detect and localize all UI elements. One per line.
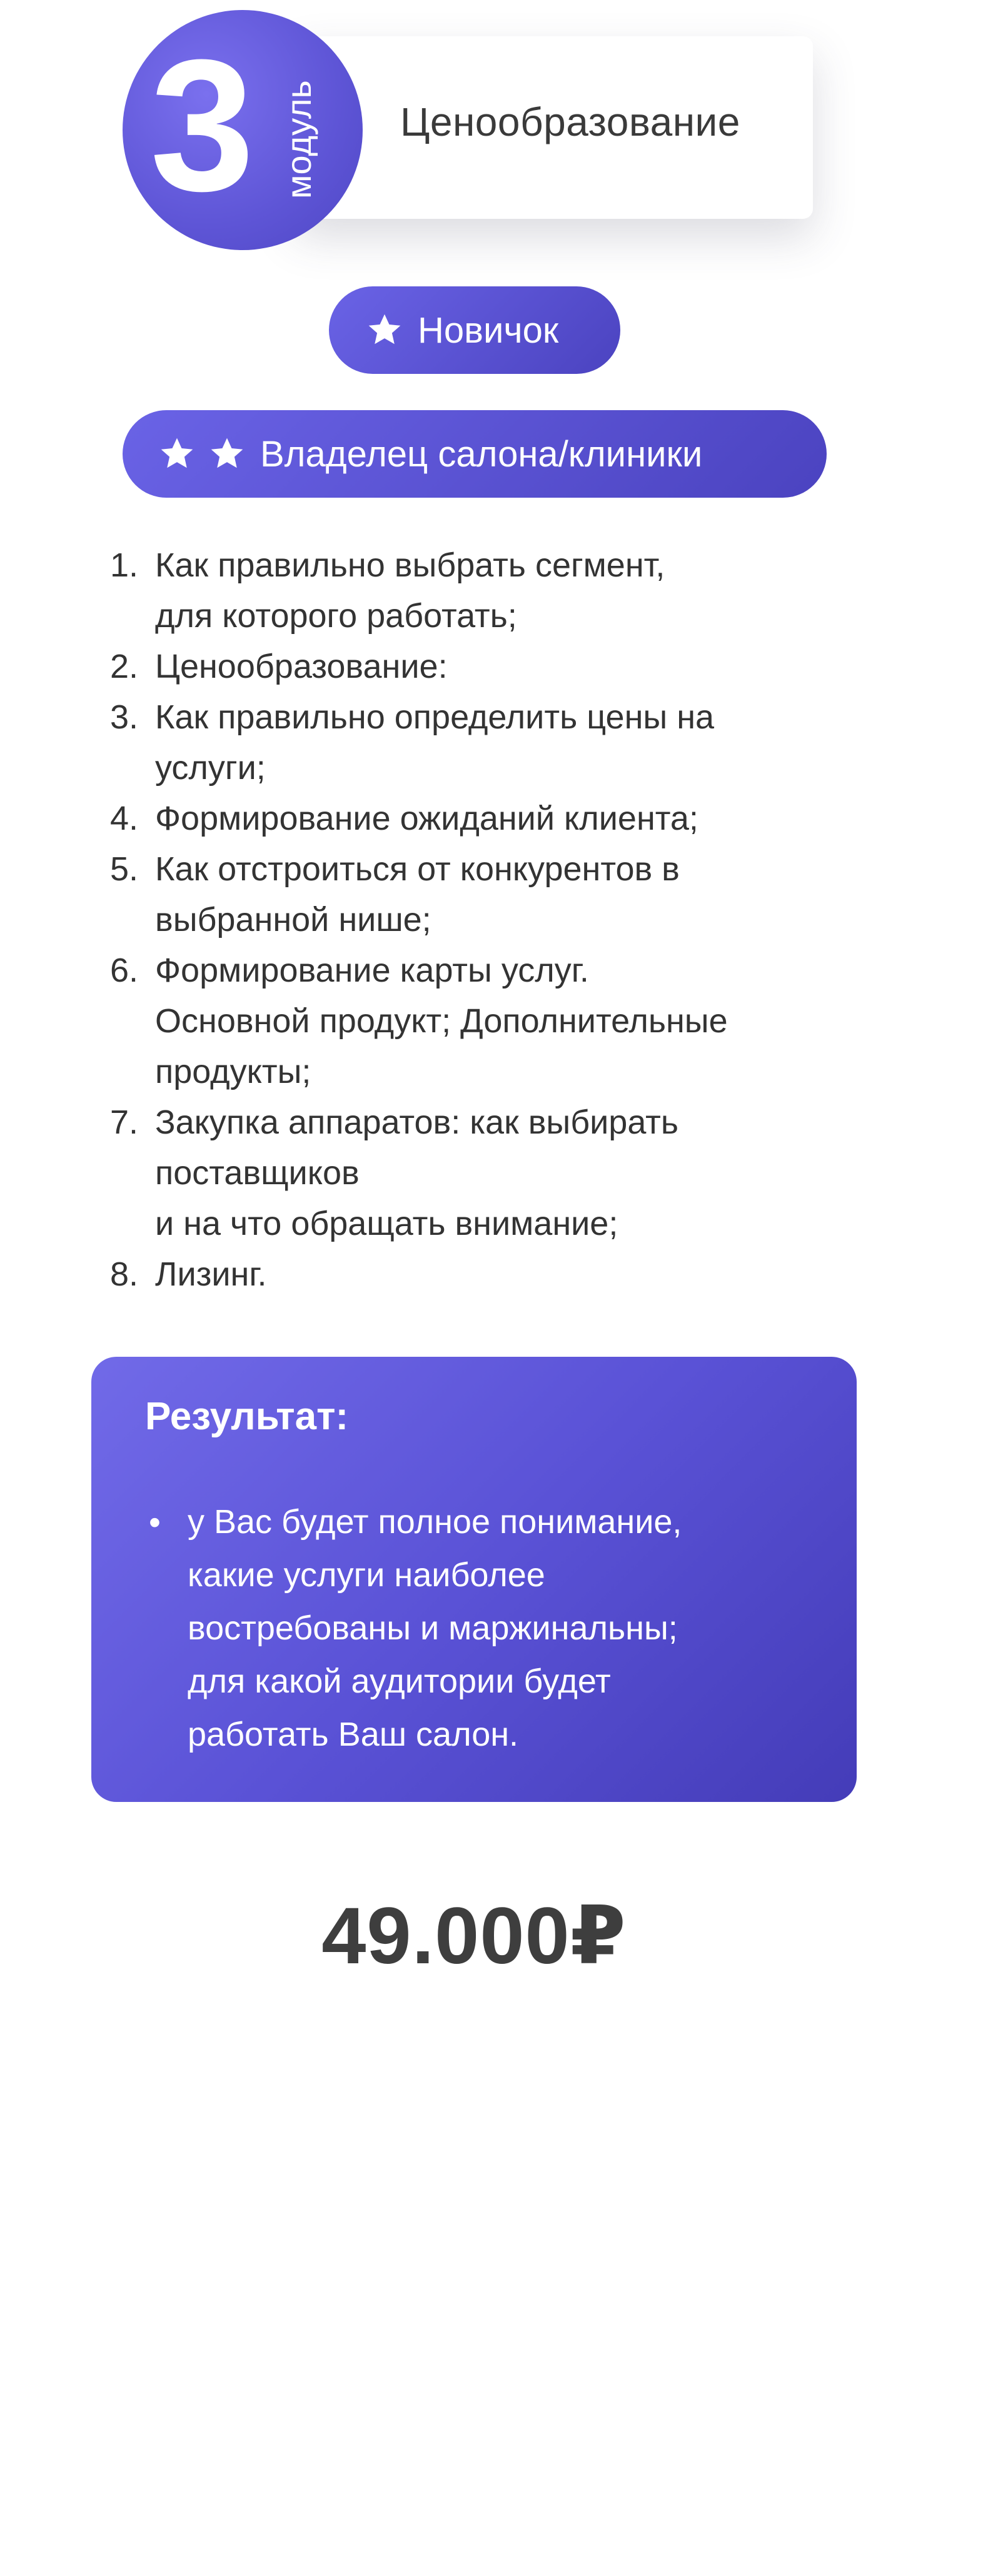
star-icon [208,435,246,473]
level-label: Владелец салона/клиники [260,433,703,475]
list-item [110,540,860,641]
list-item [110,641,860,692]
list-item-number: 1. [110,546,139,584]
list-item [110,844,860,945]
list-item-number: 5. [110,850,139,888]
list-item [110,1249,860,1300]
list-item [110,692,860,793]
result-card [91,1357,857,1802]
module-number: 3 [150,20,255,230]
level-label: Новичок [418,309,559,351]
list-item [110,945,860,1097]
result-title: Результат: [145,1395,349,1438]
program-list [110,540,860,1300]
star-icon [365,311,404,350]
list-item-number: 4. [110,800,139,837]
list-item-text: Как отстроиться от конкурентов в выбранной нише; [155,850,680,938]
list-item-number: 7. [110,1104,139,1141]
list-item-text: Как правильно выбрать сегмент, для которого работать; [155,546,665,635]
price: 49.000₽ [321,1891,627,1981]
star-icon [158,435,196,473]
module-word: модуль [279,80,318,199]
list-item-text: Как правильно определить цены на услуги; [155,698,715,787]
module-word-wrap [278,80,416,236]
list-item-number: 6. [110,952,139,989]
list-item-text: Лизинг. [155,1255,267,1293]
bullet-icon: • [149,1504,161,1541]
list-item-text: Закупка аппаратов: как выбирать поставщиков и на что обращать внимание; [155,1104,679,1242]
list-item-text: Формирование карты услуг. Основной продукт; Дополнительные продукты; [155,952,728,1090]
level-pill-novice [329,286,620,374]
list-item-text: Формирование ожиданий клиента; [155,800,698,837]
list-item-number: 2. [110,648,139,685]
list-item [110,793,860,844]
list-item-number: 8. [110,1255,139,1293]
result-text: у Вас будет полное понимание, какие услуги наиболее востребованы и маржинальны; для какой аудитории будет работать Ваш салон. [188,1503,682,1753]
list-item-text: Ценообразование: [155,648,448,685]
list-item [110,1097,860,1249]
list-item-number: 3. [110,698,139,736]
level-pill-owner [123,410,827,498]
module-title: Ценообразование [400,99,740,144]
